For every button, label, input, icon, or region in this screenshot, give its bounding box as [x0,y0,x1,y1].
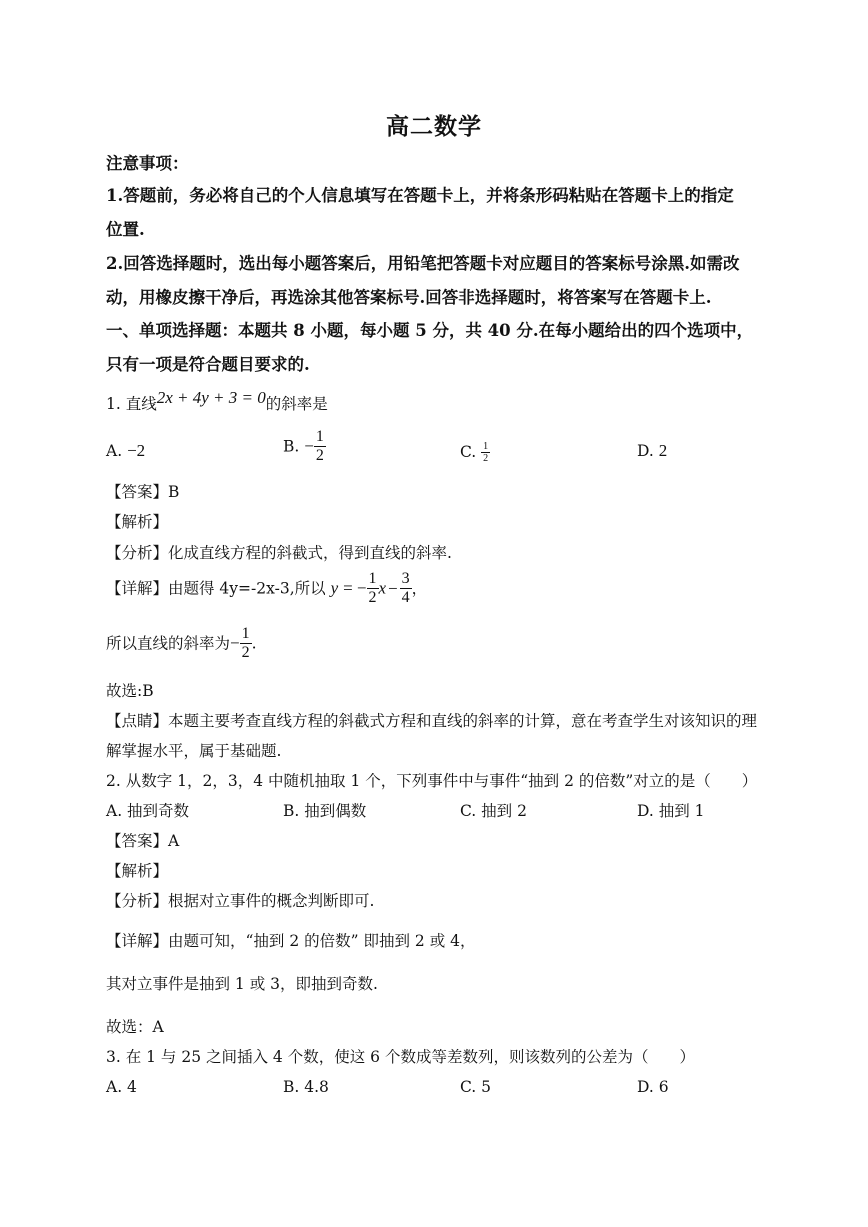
q3-option-a: A. 4 [106,1078,137,1096]
q1-choose: 故选:B [106,682,154,700]
q1-slope: 所以直线的斜率为− $\frac{1}{2}$ . [106,625,257,661]
q2-option-a: A. 抽到奇数 [106,802,190,820]
q1-suffix: 的斜率是 [265,395,328,413]
q1-option-d: D. 2 [637,441,668,460]
question-3-stem: 3. 在 1 与 25 之间插入 4 个数，使这 6 个数成等差数列，则该数列的公差为（ ） [106,1048,695,1066]
q1-answer: 【答案】B [106,483,180,501]
notice-item-1-cont: 位置. [106,220,145,239]
q2-detail: 【详解】由题可知，“抽到 2 的倍数” 即抽到 2 或 4， [106,932,476,950]
question-2-stem: 2. 从数字 1，2，3，4 中随机抽取 1 个，下列事件中与事件“抽到 2 的倍数”对立的是（ ） [106,772,758,790]
q2-answer: 【答案】A [106,832,180,850]
q3-option-b: B. 4.8 [283,1078,329,1096]
q1-comment-cont: 解掌握水平，属于基础题. [106,742,282,760]
q3-option-d: D. 6 [637,1078,669,1096]
fraction: $\frac{3}{4}$ [401,570,410,606]
fraction: $\frac{1}{2}$ [315,428,324,464]
page-title: 高二数学 [386,113,482,140]
q2-analysis: 【分析】根据对立事件的概念判断即可. [106,892,375,910]
q2-option-c: C. 抽到 2 [460,802,527,820]
q2-choose: 故选：A [106,1018,164,1036]
section-heading: 一、单项选择题：本题共 8 小题，每小题 5 分，共 40 分.在每小题给出的四个选项中， [106,321,754,340]
q2-detail-cont: 其对立事件是抽到 1 或 3，即抽到奇数. [106,975,378,993]
notice-item-2-cont: 动，用橡皮擦干净后，再选涂其他答案标号.回答非选择题时，将答案写在答题卡上. [106,288,712,307]
q1-option-c: C. $\frac{1}{2}$ [460,440,489,464]
fraction: $\frac{1}{2}$ [483,440,489,464]
q1-option-a: A. −2 [106,441,146,460]
q1-option-b: B. − $\frac{1}{2}$ [283,428,324,464]
q1-detail: 【详解】由题得 4y=-2x-3,所以 y = − $\frac{1}{2}$ x − $\frac{3}{4}$ ， [106,570,428,606]
fraction: $\frac{1}{2}$ [241,625,250,661]
notice-item-2: 2.回答选择题时，选出每小题答案后，用铅笔把答题卡对应题目的答案标号涂黑.如需改 [106,254,740,273]
q1-equation: 2x + 4y + 3 = 0 [156,388,266,407]
question-1-stem [106,388,328,415]
q2-option-d: D. 抽到 1 [637,802,705,820]
q2-analysis-tag: 【解析】 [106,862,169,880]
q2-option-b: B. 抽到偶数 [283,802,367,820]
notice-heading: 注意事项： [106,154,189,173]
q1-comment: 【点睛】本题主要考查直线方程的斜截式方程和直线的斜率的计算，意在考查学生对该知识的理 [106,712,758,730]
q1-analysis: 【分析】化成直线方程的斜截式，得到直线的斜率. [106,544,452,562]
q1-analysis-tag: 【解析】 [106,513,169,531]
section-heading-cont: 只有一项是符合题目要求的. [106,355,310,374]
fraction: $\frac{1}{2}$ [368,570,377,606]
notice-item-1: 1.答题前，务必将自己的个人信息填写在答题卡上，并将条形码粘贴在答题卡上的指定 [106,186,734,205]
q3-option-c: C. 5 [460,1078,492,1096]
q1-prefix: 1. 直线 [106,395,157,413]
